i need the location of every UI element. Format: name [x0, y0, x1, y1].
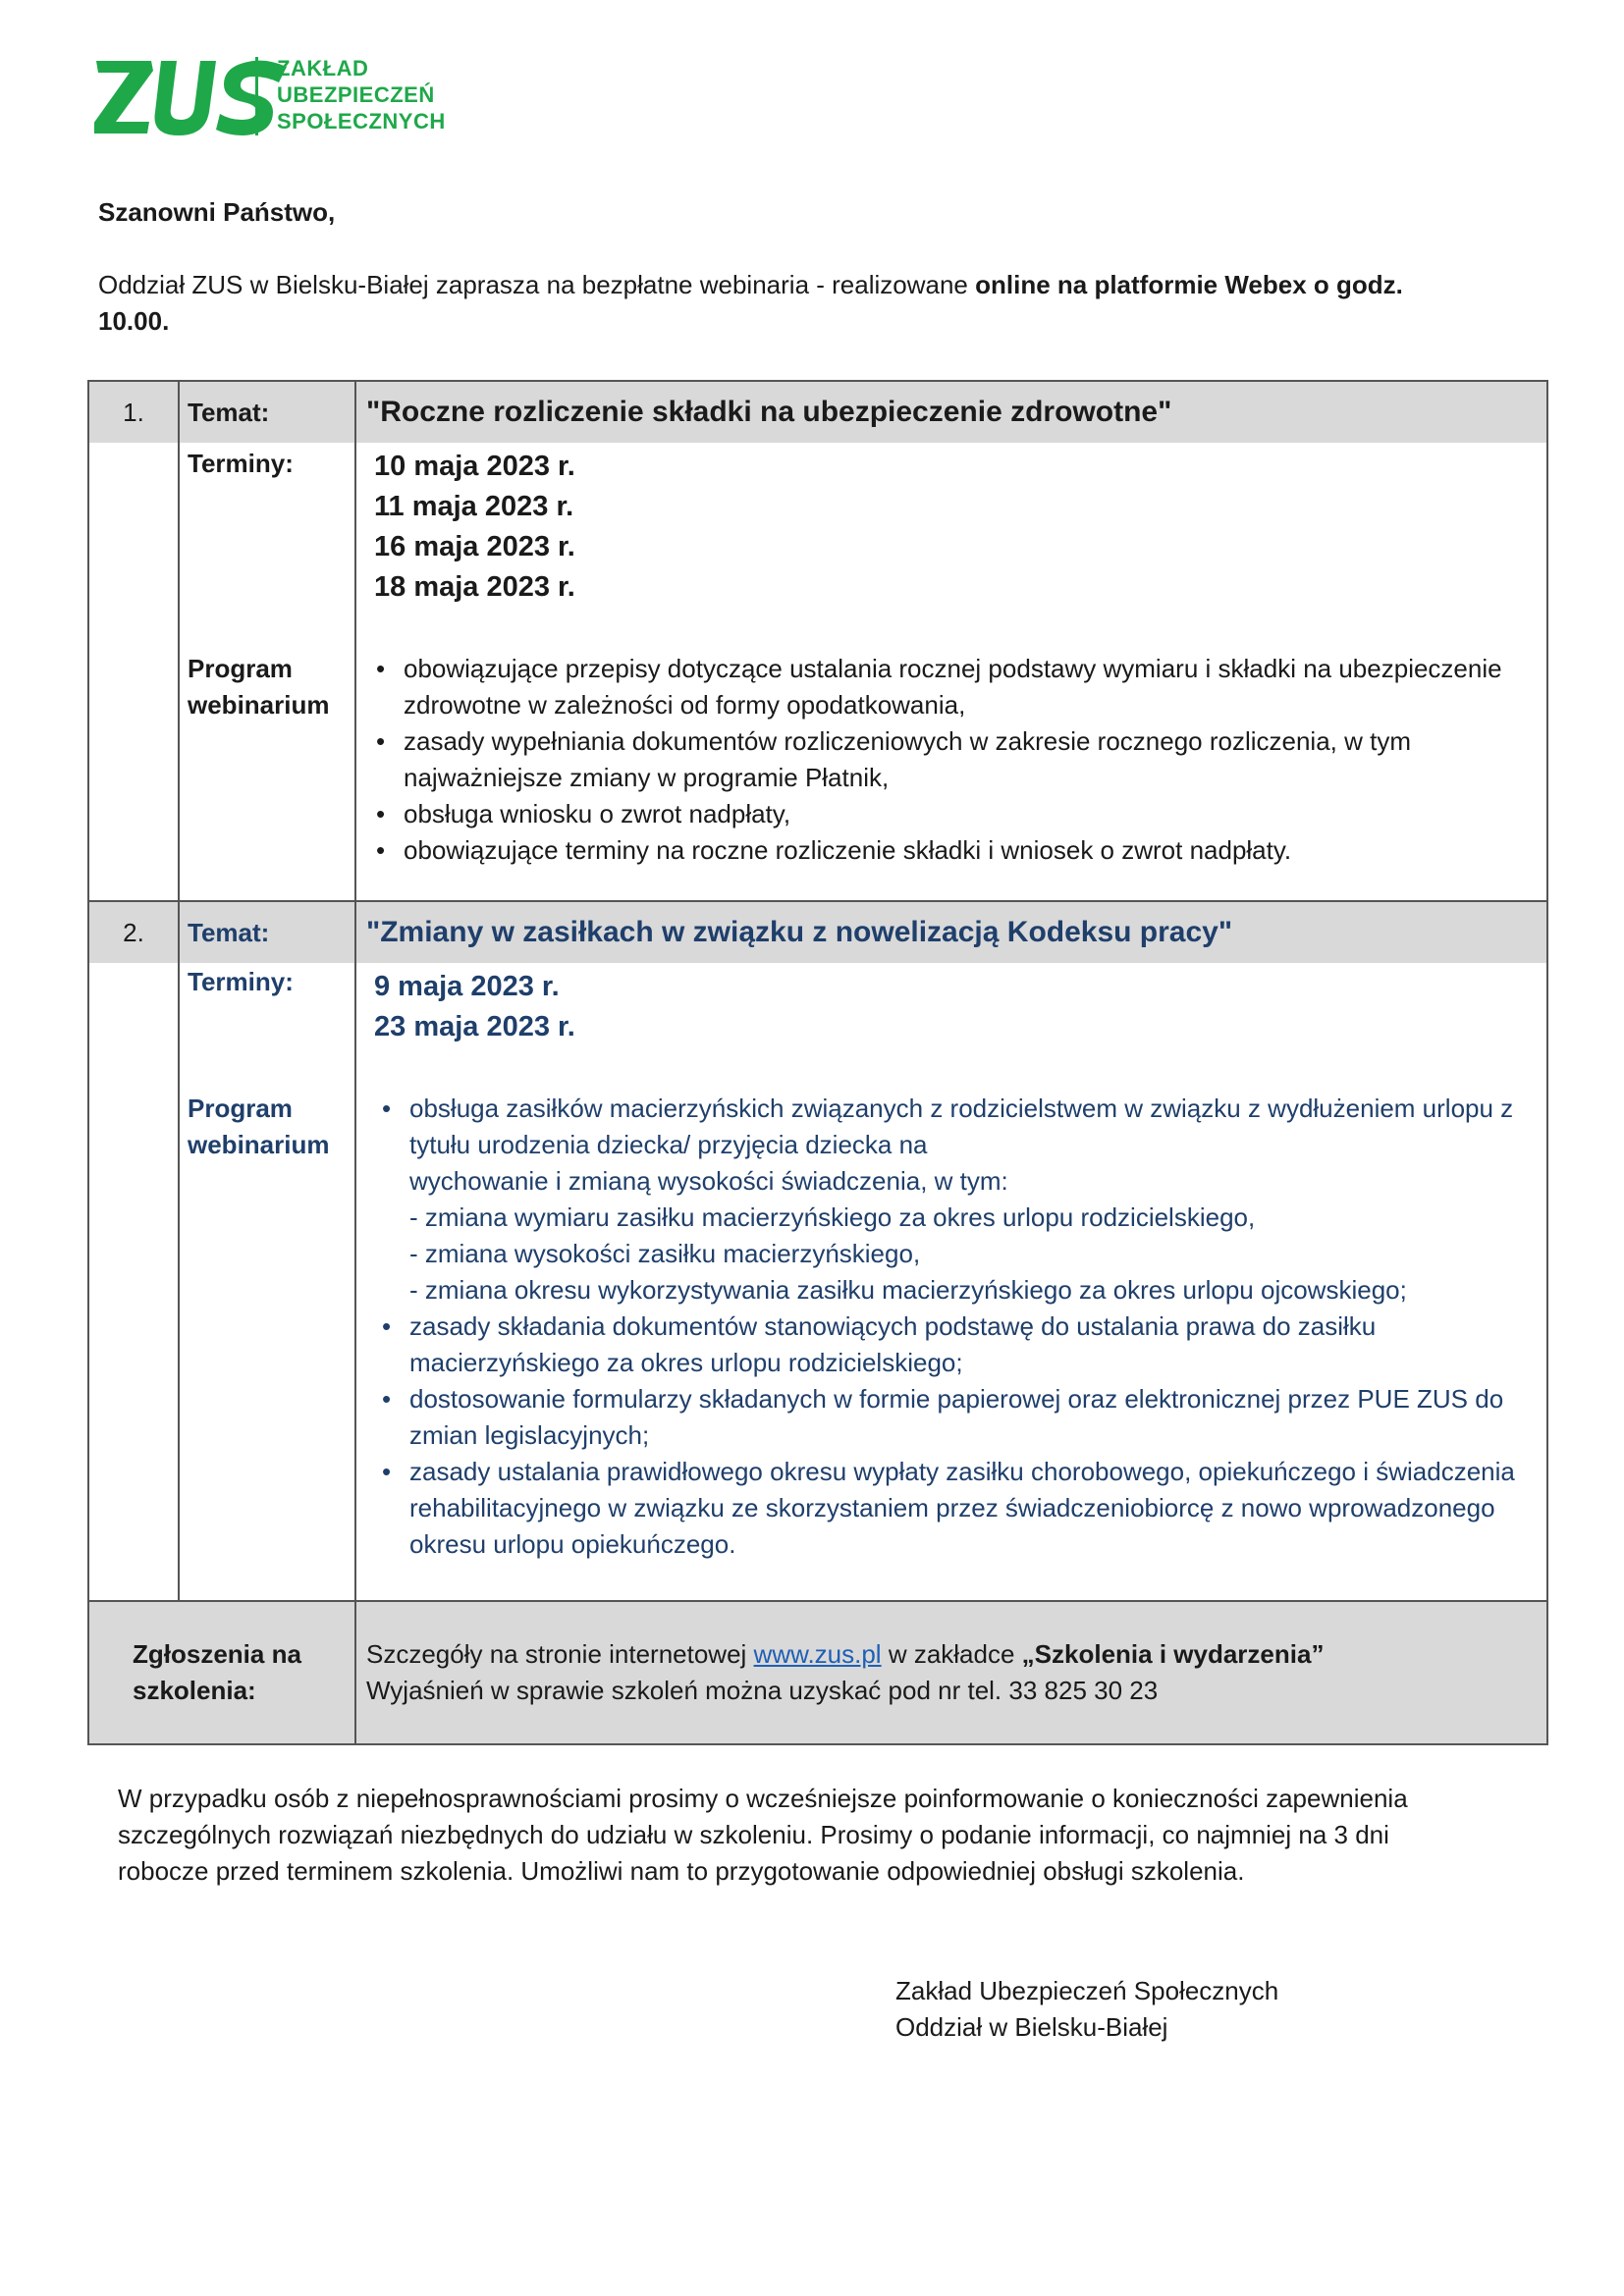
item2-first-line2: wychowanie i zmianą wysokości świadczenia, w tym:: [409, 1166, 1008, 1196]
item1-temat-label: Temat:: [179, 381, 355, 443]
item2-dates: [355, 963, 1547, 1091]
zgloszenia-phone: Wyjaśnień w sprawie szkoleń można uzyskać pod nr tel. 33 825 30 23: [366, 1676, 1159, 1705]
signature: [895, 1973, 1278, 2046]
signature-line-1: Zakład Ubezpieczeń Społecznych: [895, 1976, 1279, 2005]
intro-bold: online na platformie Webex o godz. 10.00.: [98, 270, 1403, 336]
zgloszenia-row: [88, 1601, 1547, 1744]
item1-header-row: [88, 381, 1547, 443]
item1-dates-row: [88, 443, 1547, 651]
item2-temat-label: Temat:: [179, 901, 355, 963]
signature-line-2: Oddział w Bielsku-Białej: [895, 2012, 1168, 2042]
item2-date: 9 maja 2023 r.: [374, 971, 560, 1002]
item1-program-row: [88, 651, 1547, 901]
list-item: • obsługa wniosku o zwrot nadpłaty,: [404, 796, 1546, 832]
list-item: • zasady wypełniania dokumentów rozliczeniowych w zakresie rocznego rozliczenia, w tym najważniejsze zmiany w programie Płatnik,: [404, 723, 1546, 796]
logo-line-2: UBEZPIECZEŃ: [277, 82, 435, 107]
greeting: Szanowni Państwo,: [98, 197, 336, 227]
item1-date: 10 maja 2023 r.: [374, 451, 575, 482]
logo-wordmark: [277, 55, 446, 134]
zgloszenia-text: Szczegóły na stronie internetowej: [366, 1639, 754, 1669]
item2-date: 23 maja 2023 r.: [374, 1011, 575, 1042]
list-item: • zasady składania dokumentów stanowiących podstawę do ustalania prawa do zasiłku macierzyńskiego za okres urlopu rodzicielskiego;: [409, 1308, 1546, 1381]
list-item: • zasady ustalania prawidłowego okresu wypłaty zasiłku chorobowego, opiekuńczego i świadczenia rehabilitacyjnego w związku ze skorzystaniem przez świadczeniobiorcę z nowo wprowadzonego okresu urlopu opiekuńczego.: [409, 1454, 1546, 1563]
list-item: • obowiązujące terminy na roczne rozliczenie składki i wniosek o zwrot nadpłaty.: [404, 832, 1546, 869]
item1-date: 18 maja 2023 r.: [374, 571, 575, 603]
zgloszenia-label-text: Zgłoszenia na szkolenia:: [133, 1639, 301, 1705]
zus-website-link[interactable]: www.zus.pl: [753, 1639, 882, 1669]
sub-item: - zmiana okresu wykorzystywania zasiłku macierzyńskiego za okres urlopu ojcowskiego;: [409, 1275, 1407, 1305]
item2-header-row: [88, 901, 1547, 963]
list-item: • dostosowanie formularzy składanych w formie papierowej oraz elektronicznej przez PUE ZUS do zmian legislacyjnych;: [409, 1381, 1546, 1454]
item1-number: 1.: [88, 381, 179, 443]
item1-title: "Roczne rozliczenie składki na ubezpieczenie zdrowotne": [355, 381, 1547, 443]
logo-line-1: ZAKŁAD: [277, 56, 369, 80]
intro-paragraph: [98, 267, 1473, 340]
item1-program: [355, 651, 1547, 901]
sub-item: - zmiana wysokości zasiłku macierzyńskiego,: [409, 1239, 921, 1268]
item1-terminy-label: Terminy:: [179, 443, 355, 651]
webinar-table: [87, 380, 1548, 1745]
item2-title: "Zmiany w zasiłkach w związku z nowelizacją Kodeksu pracy": [355, 901, 1547, 963]
list-item: • obowiązujące przepisy dotyczące ustalania rocznej podstawy wymiaru i składki na ubezpieczenie zdrowotne w zależności od formy opodatkowania,: [404, 651, 1546, 723]
zgloszenia-text: w zakładce: [881, 1639, 1022, 1669]
item1-dates: [355, 443, 1547, 651]
item1-date: 16 maja 2023 r.: [374, 531, 575, 562]
item2-program: [355, 1091, 1547, 1601]
item2-dates-row: [88, 963, 1547, 1091]
item2-program-row: [88, 1091, 1547, 1601]
intro-text: Oddział ZUS w Bielsku-Białej zaprasza na bezpłatne webinaria - realizowane: [98, 270, 976, 299]
logo-separator: [255, 57, 258, 135]
item2-number: 2.: [88, 901, 179, 963]
accessibility-note: W przypadku osób z niepełnosprawnościami prosimy o wcześniejsze poinformowanie o konieczności zapewnienia szczególnych rozwiązań niezbędnych do udziału w szkoleniu. Prosimy o podanie informacji, co najmniej na 3 dni robocze przed terminem szkolenia. Umożliwi nam to przygotowanie odpowiedniej obsługi szkolenia.: [118, 1784, 1408, 1886]
zgloszenia-details: [355, 1601, 1547, 1744]
list-item: [409, 1091, 1546, 1308]
item2-first-line1: obsługa zasiłków macierzyńskich związanych z rodzicielstwem w związku z wydłużeniem urlopu z tytułu urodzenia dziecka/ przyjęcia dziecka na: [409, 1094, 1514, 1159]
zgloszenia-tab-name: „Szkolenia i wydarzenia”: [1021, 1639, 1325, 1669]
logo-line-3: SPOŁECZNYCH: [277, 109, 446, 133]
item2-program-label: Program webinarium: [179, 1091, 355, 1601]
zgloszenia-label: [88, 1601, 355, 1744]
item1-date: 11 maja 2023 r.: [374, 491, 574, 522]
item2-terminy-label: Terminy:: [179, 963, 355, 1091]
sub-item: - zmiana wymiaru zasiłku macierzyńskiego za okres urlopu rodzicielskiego,: [409, 1202, 1256, 1232]
item1-program-label: Program webinarium: [179, 651, 355, 901]
